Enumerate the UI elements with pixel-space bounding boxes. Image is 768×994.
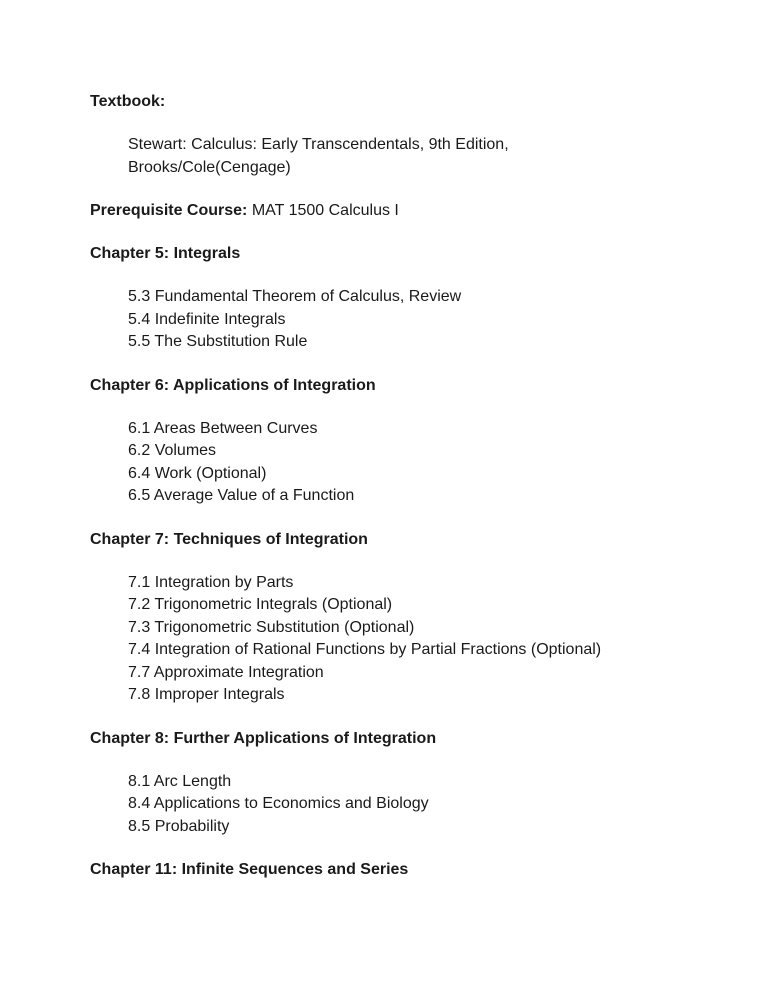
chapter-heading: Chapter 5: Integrals <box>90 245 241 262</box>
chapter-heading: Chapter 8: Further Applications of Integration <box>90 729 437 747</box>
chapter-heading: Chapter 6: Applications of Integration <box>90 376 376 394</box>
section-item: 6.2 Volumes <box>128 442 217 459</box>
syllabus-page <box>90 91 748 881</box>
section-item: 5.4 Indefinite Integrals <box>128 310 286 328</box>
chapter-section-list <box>90 771 748 839</box>
chapter-section-list <box>90 572 748 707</box>
section-item: 7.1 Integration by Parts <box>128 573 294 591</box>
section-item: 8.5 Probability <box>128 817 230 835</box>
section-item: 5.5 The Substitution Rule <box>128 333 308 350</box>
section-item: 6.4 Work (Optional) <box>128 464 267 482</box>
section-item: 8.1 Arc Length <box>128 772 232 790</box>
section-item: 6.5 Average Value of a Function <box>128 487 355 504</box>
section-item: 5.3 Fundamental Theorem of Calculus, Review <box>128 288 462 305</box>
section-item: 7.3 Trigonometric Substitution (Optional) <box>128 618 415 636</box>
prerequisite-course <box>90 200 748 222</box>
section-item: 6.1 Areas Between Curves <box>128 419 318 437</box>
textbook-heading: Textbook: <box>90 93 166 110</box>
chapter-section-list <box>90 418 748 508</box>
section-item: 7.2 Trigonometric Integrals (Optional) <box>128 596 393 613</box>
chapter-heading: Chapter 11: Infinite Sequences and Series <box>90 861 409 878</box>
section-item: 7.8 Improper Integrals <box>128 686 285 703</box>
textbook-details <box>90 134 748 179</box>
textbook-line: Brooks/Cole(Cengage) <box>128 158 291 176</box>
chapter-heading: Chapter 7: Techniques of Integration <box>90 530 368 548</box>
section-item: 7.7 Approximate Integration <box>128 663 324 681</box>
chapter-section-list <box>90 286 748 354</box>
prerequisite-value: MAT 1500 Calculus I <box>247 202 399 219</box>
prerequisite-label: Prerequisite Course: <box>90 202 248 219</box>
section-item: 8.4 Applications to Economics and Biology <box>128 795 429 812</box>
textbook-line: Stewart: Calculus: Early Transcendentals, 9th Edition, <box>128 136 509 153</box>
section-item: 7.4 Integration of Rational Functions by Partial Fractions (Optional) <box>128 641 602 658</box>
